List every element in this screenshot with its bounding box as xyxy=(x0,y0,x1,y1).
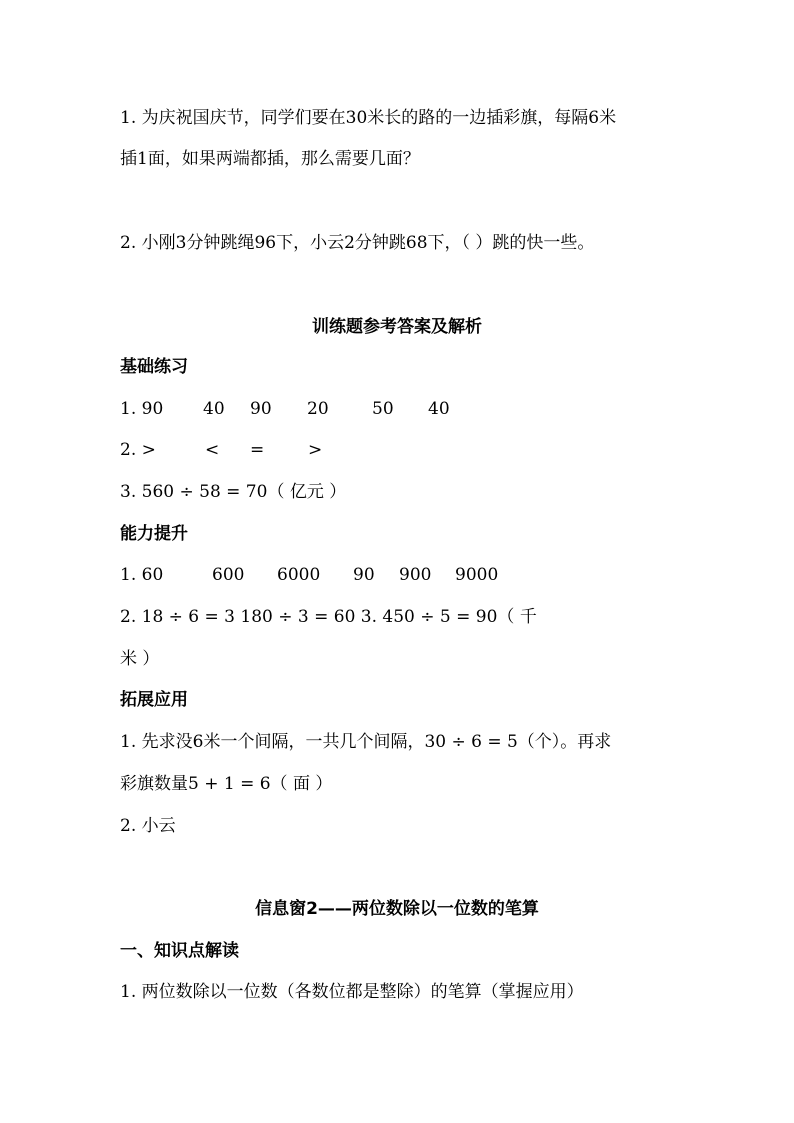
problem-2: 2. 小刚3分钟跳绳96下，小云2分钟跳68下，（ ）跳的快一些。 xyxy=(120,233,595,253)
section-title: 信息窗2——两位数除以一位数的笔算 xyxy=(255,899,539,919)
answer-value: 90 xyxy=(353,565,375,585)
answer-value: 9000 xyxy=(455,565,499,585)
problem-1-line-2: 插1面，如果两端都插，那么需要几面？ xyxy=(120,149,420,169)
answer-value: 90 xyxy=(250,399,272,419)
answer-value: 40 xyxy=(203,399,225,419)
answer-value: 900 xyxy=(399,565,432,585)
ability-heading: 能力提升 xyxy=(120,524,188,544)
section-item-1: 1. 两位数除以一位数（各数位都是整除）的笔算（掌握应用） xyxy=(120,982,584,1002)
answer-value: < xyxy=(205,440,220,460)
extension-answer-2: 2. 小云 xyxy=(120,816,176,836)
answer-value: = xyxy=(250,440,265,460)
basic-heading: 基础练习 xyxy=(120,357,188,377)
basic-answer-3: 3. 560 ÷ 58 = 70（ 亿元 ） xyxy=(120,482,347,502)
answer-value: 600 xyxy=(212,565,245,585)
answer-value: 50 xyxy=(372,399,394,419)
answer-value: > xyxy=(308,440,323,460)
answer-value: 1. 60 xyxy=(120,565,164,585)
answer-value: 6000 xyxy=(277,565,321,585)
extension-heading: 拓展应用 xyxy=(120,690,188,710)
answer-value: 1. 90 xyxy=(120,399,164,419)
ability-answer-2-cont: 米 ） xyxy=(120,649,160,669)
ability-answer-2: 2. 18 ÷ 6 = 3 180 ÷ 3 = 60 3. 450 ÷ 5 = 90（ 千 xyxy=(120,607,537,627)
answer-value: 40 xyxy=(428,399,450,419)
answer-value: 20 xyxy=(307,399,329,419)
answers-title: 训练题参考答案及解析 xyxy=(312,317,482,337)
answer-value: 2. > xyxy=(120,440,156,460)
extension-answer-1-cont: 彩旗数量5 + 1 = 6（ 面 ） xyxy=(120,774,333,794)
extension-answer-1: 1. 先求没6米一个间隔，一共几个间隔，30 ÷ 6 = 5（个）。再求 xyxy=(120,732,612,752)
section-subheading: 一、知识点解读 xyxy=(120,941,239,961)
problem-1-line-1: 1. 为庆祝国庆节，同学们要在30米长的路的一边插彩旗，每隔6米 xyxy=(120,108,617,128)
